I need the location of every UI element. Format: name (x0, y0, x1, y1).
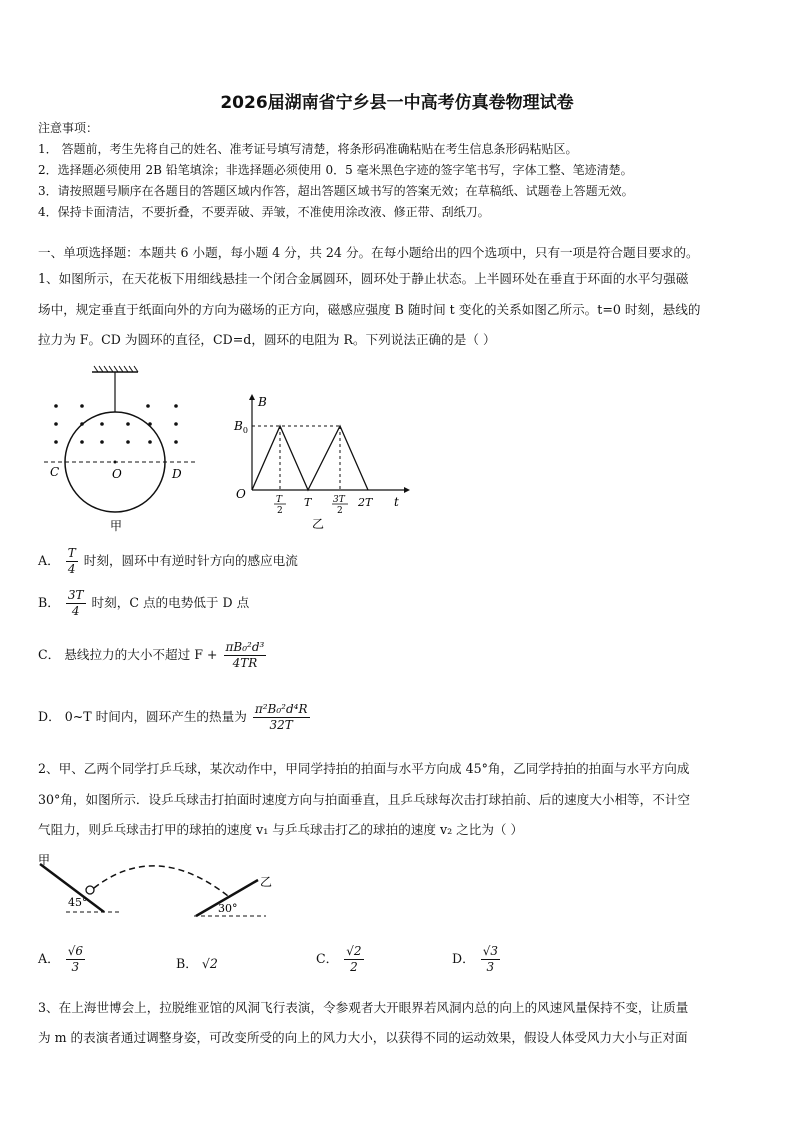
label-o: O (112, 467, 122, 481)
figure-b-graph (228, 392, 410, 532)
q2-option-c[interactable] (316, 944, 366, 975)
notice-item: 4．保持卡面清洁，不要折叠，不要弄破、弄皱，不准使用涂改液、修正带、刮纸刀。 (38, 205, 490, 219)
fraction: $\frac{√2}{2}$ (346, 944, 362, 974)
question-text: 2、甲、乙两个同学打乒乓球，某次动作中，甲同学持拍的拍面与水平方向成 45°角，乙同学持拍的拍面与水平方向成 (38, 761, 690, 776)
label-yi: 乙 (260, 875, 273, 889)
label-d: D (172, 467, 182, 481)
figure-caption: 甲 (110, 519, 123, 533)
angle-label: 30° (218, 902, 238, 915)
option-letter: A． (38, 951, 60, 966)
origin-label: O (236, 487, 246, 501)
option-letter: C． (38, 647, 61, 662)
option-letter: B． (38, 595, 60, 610)
tick-label: 3T (333, 495, 345, 505)
label-jia: 甲 (38, 853, 51, 867)
option-b[interactable] (38, 588, 249, 619)
fraction: $\frac{√6}{3}$ (67, 944, 83, 974)
notice-item: 1． 答题前，考生先将自己的姓名、准考证号填写清楚，将条形码准确粘贴在考生信息条形码粘贴区。 (38, 142, 578, 156)
question-text: 1、如图所示，在天花板下用细线悬挂一个闭合金属圆环，圆环处于静止状态。上半圆环处在垂直于环面的水平匀强磁 (38, 271, 689, 286)
option-letter: D． (452, 951, 475, 966)
option-letter: A． (38, 553, 60, 568)
label-c: C (50, 465, 60, 479)
fraction: $\frac{3T}{4}$ (67, 588, 84, 618)
tick-label: T (276, 495, 283, 505)
option-value: √2 (201, 956, 218, 971)
fraction: $\frac{T}{4}$ (67, 546, 76, 576)
option-a[interactable] (38, 546, 298, 577)
x-axis-label: t (394, 495, 399, 509)
figure-caption: 乙 (312, 517, 325, 531)
y-axis-label: B (258, 395, 267, 409)
tick-label: 2 (337, 506, 343, 516)
q2-option-b[interactable] (176, 953, 218, 972)
angle-label: 45° (68, 896, 88, 909)
option-text: 时刻，C 点的电势低于 D 点 (91, 595, 250, 610)
option-text: 0~T 时间内，圆环产生的热量为 (64, 709, 247, 724)
option-letter: D． (38, 709, 61, 724)
section-heading: 一、单项选择题：本题共 6 小题，每小题 4 分，共 24 分。在每小题给出的四个选项中，只有一项是符合题目要求的。 (38, 245, 699, 260)
option-text: 时刻，圆环中有逆时针方向的感应电流 (83, 553, 298, 568)
option-d[interactable] (38, 702, 312, 733)
question-text: 30°角，如图所示．设乒乓球击打拍面时速度方向与拍面垂直，且乒乓球每次击打球拍前、后的速度大小相等，不计空 (38, 792, 691, 807)
tick-label: 2T (358, 496, 373, 509)
question-text: 拉力为 F。CD 为圆环的直径，CD=d，圆环的电阻为 R。下列说法正确的是（ ） (38, 332, 496, 347)
notice-heading: 注意事项： (38, 121, 99, 135)
option-letter: B． (176, 956, 198, 971)
q2-option-a[interactable] (38, 944, 87, 975)
notice-item: 2．选择题必须使用 2B 铅笔填涂；非选择题必须使用 0．5 毫米黑色字迹的签字笔书写，字体工整、笔迹清楚。 (38, 163, 633, 177)
figure-pingpong (36, 850, 276, 922)
fraction: $\frac{\text{π²B₀²d⁴R}}{32T}$ (254, 702, 308, 732)
peak-label: $B_0$ (234, 419, 248, 435)
figure-ring-diagram (38, 364, 208, 536)
page-title: 2026届湖南省宁乡县一中高考仿真卷物理试卷 (220, 93, 574, 113)
fraction: $\frac{√3}{3}$ (482, 944, 498, 974)
option-text: 悬线拉力的大小不超过 F + (64, 647, 218, 662)
q2-option-d[interactable] (452, 944, 502, 975)
notice-item: 3．请按照题号顺序在各题目的答题区域内作答，超出答题区域书写的答案无效；在草稿纸、试题卷上答题无效。 (38, 184, 634, 198)
option-c[interactable] (38, 640, 268, 671)
option-letter: C． (316, 951, 339, 966)
fraction: $\frac{\text{πB₀²d³}}{4TR}$ (225, 640, 265, 670)
tick-label: 2 (277, 506, 283, 516)
question-text: 气阻力，则乒乓球击打甲的球拍的速度 v₁ 与乒乓球击打乙的球拍的速度 v₂ 之比为（ ） (38, 822, 524, 837)
question-text: 场中，规定垂直于纸面向外的方向为磁场的正方向，磁感应强度 B 随时间 t 变化的关系如图乙所示。t=0 时刻，悬线的 (38, 302, 701, 317)
question-text: 为 m 的表演者通过调整身姿，可改变所受的向上的风力大小，以获得不同的运动效果，假设人体受风力大小与正对面 (38, 1030, 688, 1045)
tick-label: T (304, 496, 312, 509)
question-text: 3、在上海世博会上，拉脱维亚馆的风洞飞行表演，令参观者大开眼界若风洞内总的向上的风速风量保持不变，让质量 (38, 1000, 689, 1015)
